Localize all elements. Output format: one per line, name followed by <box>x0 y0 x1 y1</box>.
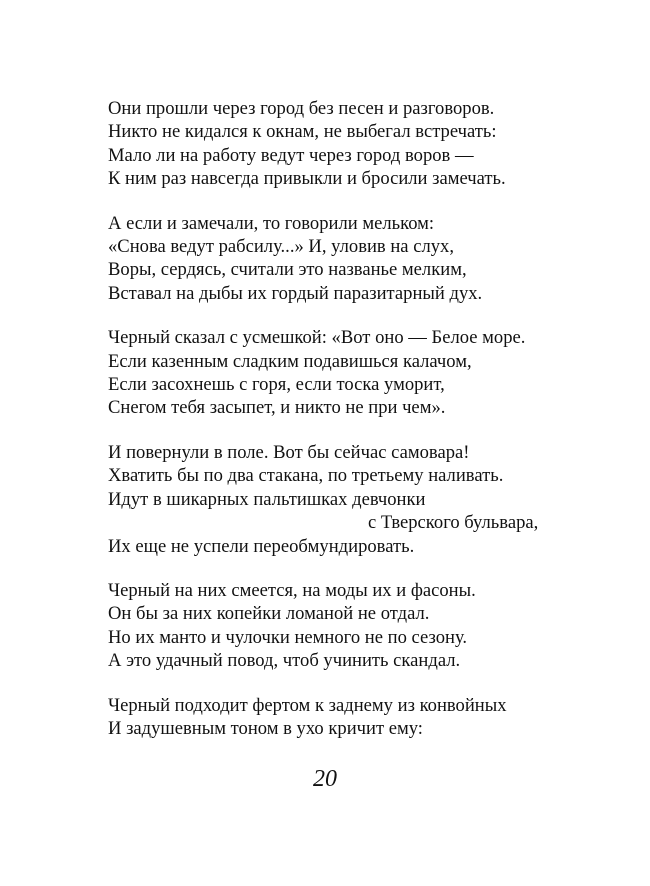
poem-line: Снегом тебя засыпет, и никто не при чем». <box>108 397 446 419</box>
poem-line: А если и замечали, то говорили мельком: <box>108 212 435 234</box>
poem-line: Он бы за них копейки ломаной не отдал. <box>108 603 430 625</box>
poem-line: Воры, сердясь, считали это названье мелким, <box>108 259 467 281</box>
poem-line: Хватить бы по два стакана, по третьему наливать. <box>108 465 504 487</box>
stanza <box>108 97 608 191</box>
poem-line: Мало ли на работу ведут через город воров — <box>108 144 474 166</box>
poem-line: Но их манто и чулочки немного не по сезону. <box>108 626 468 648</box>
page-number: 20 <box>313 766 337 792</box>
poem-text <box>108 97 608 761</box>
poem-line: Вставал на дыбы их гордый паразитарный дух. <box>108 282 483 304</box>
poem-line: И повернули в поле. Вот бы сейчас самовара! <box>108 441 470 463</box>
poem-line: А это удачный повод, чтоб учинить скандал. <box>108 650 461 672</box>
poem-line: Они прошли через город без песен и разговоров. <box>108 98 495 119</box>
poem-line: Никто не кидался к окнам, не выбегал встречать: <box>108 121 497 143</box>
poem-line: Черный подходит фертом к заднему из конвойных <box>108 694 507 716</box>
poem-line: Черный сказал с усмешкой: «Вот оно — Белое море. <box>108 327 526 349</box>
stanza <box>108 326 608 420</box>
poem-line: Черный на них смеется, на моды их и фасоны. <box>108 579 476 601</box>
poem-line: с Тверского бульвара, <box>368 512 539 534</box>
poem-line: Их еще не успели переобмундировать. <box>108 535 415 557</box>
poem-line: Если казенным сладким подавишься калачом, <box>108 350 472 372</box>
stanza <box>108 694 608 741</box>
poem-line: Если засохнешь с горя, если тоска уморит, <box>108 374 445 396</box>
poem-line: «Снова ведут рабсилу...» И, уловив на слух, <box>108 236 454 258</box>
poem-line: И задушевным тоном в ухо кричит ему: <box>108 717 423 739</box>
stanza <box>108 579 608 673</box>
stanza <box>108 441 608 558</box>
poem-line: К ним раз навсегда привыкли и бросили замечать. <box>108 168 506 190</box>
stanza <box>108 212 608 306</box>
poem-line: Идут в шикарных пальтишках девчонки <box>108 488 426 510</box>
